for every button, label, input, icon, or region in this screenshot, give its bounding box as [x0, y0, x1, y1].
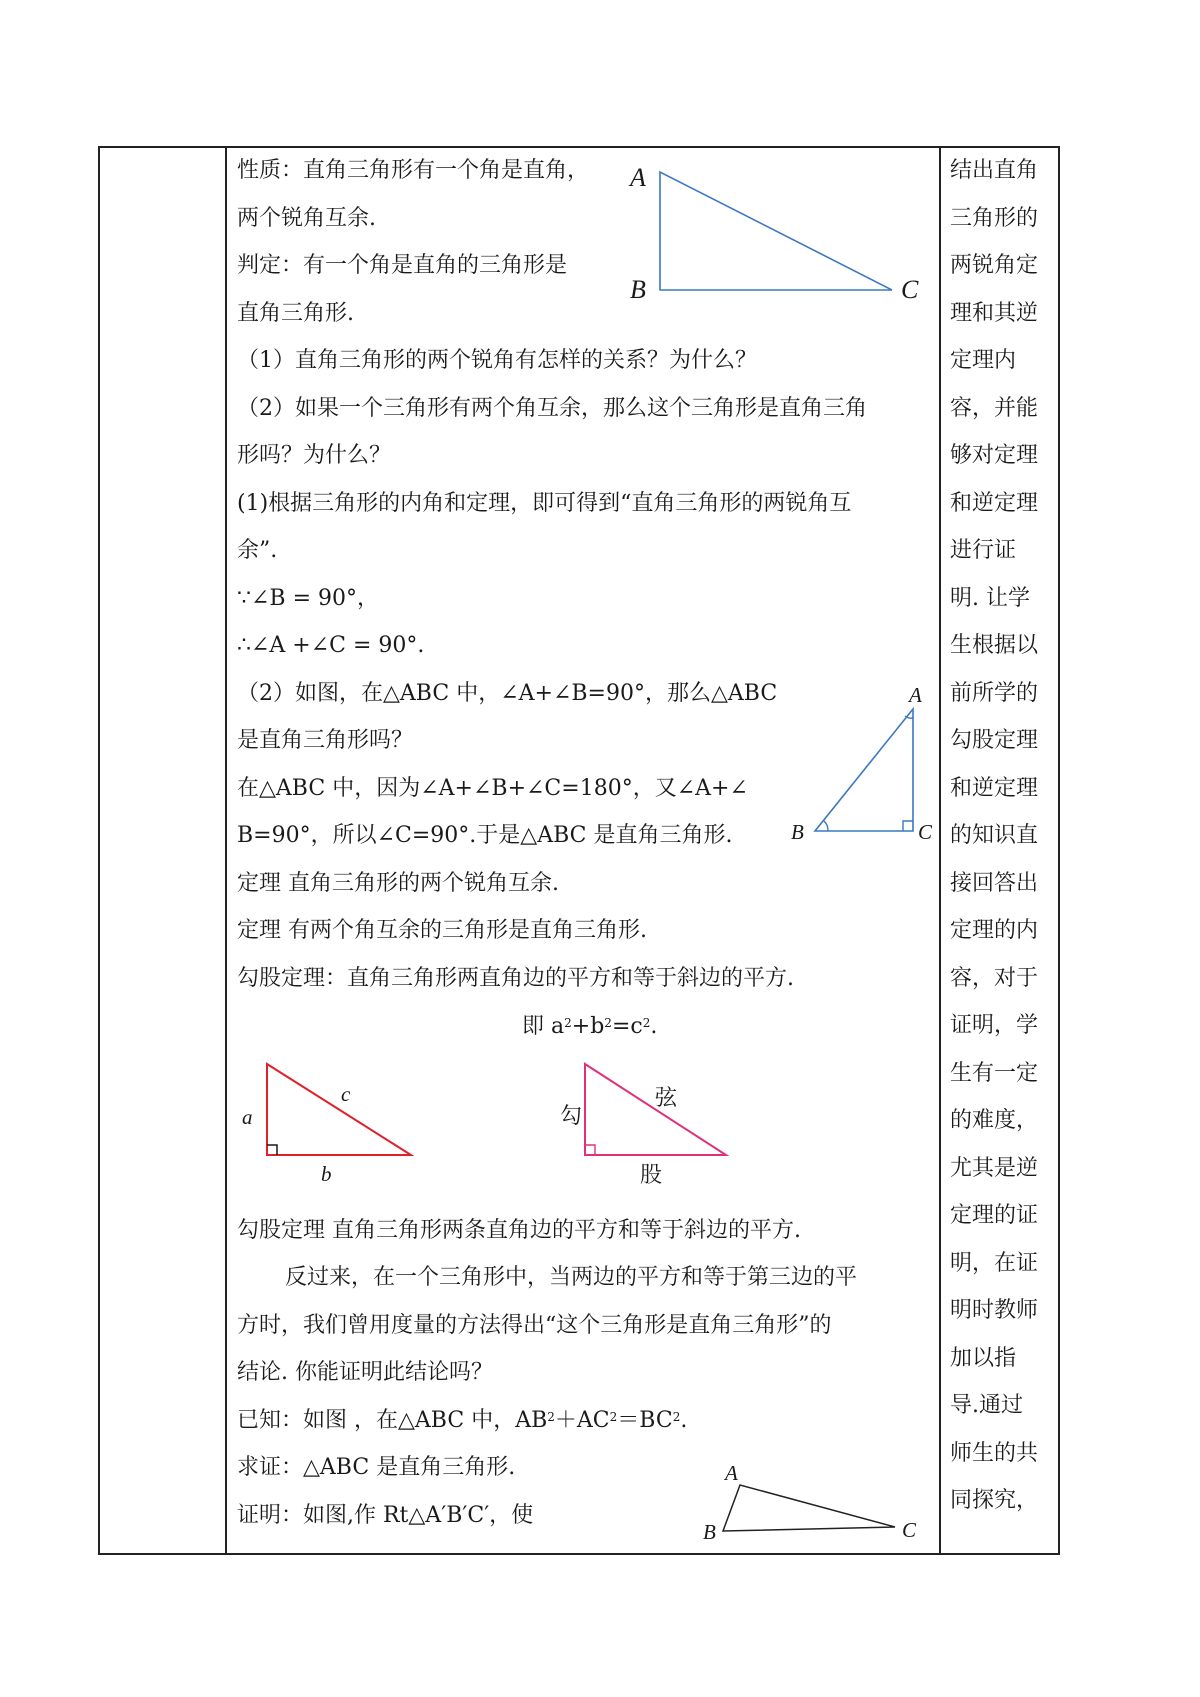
- text-line: 方时，我们曾用度量的方法得出“这个三角形是直角三角形”的: [237, 1313, 832, 1338]
- note-line: 勾股定理: [950, 728, 1039, 753]
- vertex-label-b: B: [791, 820, 804, 844]
- text-line: 两个锐角互余.: [237, 206, 376, 231]
- note-line: 师生的共: [950, 1441, 1039, 1466]
- note-line: 两锐角定: [950, 253, 1039, 278]
- prove-line: 求证：△ABC 是直角三角形.: [237, 1455, 516, 1480]
- note-line: 和逆定理: [950, 776, 1039, 801]
- note-line: 明. 让学: [950, 586, 1030, 611]
- vertex-label-c: C: [902, 1518, 917, 1542]
- note-line: 进行证: [950, 538, 1017, 563]
- note-line: 容，对于: [950, 966, 1039, 991]
- note-line: 和逆定理: [950, 491, 1039, 516]
- pythagorean-formula: 即 $a^2+b^2=c^2$.: [522, 1014, 658, 1039]
- vertex-label-a: A: [630, 163, 646, 192]
- side-label-gu: 股: [640, 1163, 663, 1188]
- note-line: 三角形的: [950, 206, 1039, 231]
- note-line: 的难度，: [950, 1108, 1039, 1133]
- note-line: 前所学的: [950, 681, 1039, 706]
- note-line: 尤其是逆: [950, 1156, 1039, 1181]
- theorem-line: 定理 有两个角互余的三角形是直角三角形.: [237, 918, 647, 943]
- side-label-c: c: [341, 1082, 351, 1106]
- note-line: 够对定理: [950, 443, 1039, 468]
- vertex-label-a: A: [725, 1461, 738, 1485]
- text-line: 形吗？为什么？: [237, 443, 392, 468]
- note-line: 生有一定: [950, 1061, 1039, 1086]
- note-line: 加以指: [950, 1346, 1017, 1371]
- note-line: 的知识直: [950, 823, 1039, 848]
- text-line: 直角三角形.: [237, 301, 354, 326]
- text-line: 结论. 你能证明此结论吗？: [237, 1360, 493, 1385]
- theorem-line: 勾股定理 直角三角形两条直角边的平方和等于斜边的平方.: [237, 1218, 801, 1243]
- side-label-b: b: [321, 1162, 332, 1186]
- note-line: 定理的内: [950, 918, 1039, 943]
- note-line: 明，在证: [950, 1251, 1039, 1276]
- vertex-label-c: C: [901, 275, 919, 304]
- proof-line: 证明：如图,作 Rt△A′B′C′，使: [237, 1503, 534, 1528]
- note-line: 导.通过: [950, 1393, 1023, 1418]
- theorem-line: 定理 直角三角形的两个锐角互余.: [237, 871, 559, 896]
- text-line: 是直角三角形吗？: [237, 728, 414, 753]
- side-label-a: a: [242, 1105, 253, 1129]
- text-line: (1)根据三角形的内角和定理，即可得到“直角三角形的两锐角互: [237, 491, 852, 516]
- side-label-xian: 弦: [655, 1086, 678, 1111]
- text-line: 性质：直角三角形有一个角是直角，: [237, 158, 590, 183]
- note-line: 证明，学: [950, 1013, 1039, 1038]
- note-line: 结出直角: [950, 158, 1039, 183]
- note-line: 理和其逆: [950, 301, 1039, 326]
- note-line: 定理内: [950, 348, 1017, 373]
- text-line: （2）如图，在△ABC 中，∠A+∠B=90°，那么△ABC: [237, 681, 778, 706]
- side-label-gou: 勾: [560, 1104, 583, 1129]
- note-line: 生根据以: [950, 633, 1039, 658]
- text-line: 在△ABC 中，因为∠A+∠B+∠C=180°，又∠A+∠: [237, 776, 748, 801]
- text-line: ∴∠A +∠C = 90°.: [237, 633, 425, 658]
- text-line: （1）直角三角形的两个锐角有怎样的关系？为什么？: [237, 348, 757, 373]
- given-line: 已知：如图 ，在△ABC 中，$AB^2+AC^2=BC^2$.: [237, 1408, 688, 1433]
- pythagorean-theorem-line: 勾股定理：直角三角形两直角边的平方和等于斜边的平方.: [237, 966, 794, 991]
- text-line: 余”.: [237, 538, 278, 563]
- text-line: 判定：有一个角是直角的三角形是: [237, 253, 568, 278]
- text-line: 反过来，在一个三角形中，当两边的平方和等于第三边的平: [285, 1265, 858, 1290]
- vertex-label-c: C: [918, 820, 933, 844]
- text-line: （2）如果一个三角形有两个角互余，那么这个三角形是直角三角: [237, 396, 867, 421]
- note-line: 同探究，: [950, 1488, 1039, 1513]
- note-line: 接回答出: [950, 871, 1039, 896]
- text-line: B=90°，所以∠C=90°.于是△ABC 是直角三角形.: [237, 823, 733, 848]
- text-line: ∵∠B = 90°，: [237, 586, 380, 611]
- note-line: 容，并能: [950, 396, 1039, 421]
- vertex-label-a: A: [909, 683, 922, 707]
- note-line: 定理的证: [950, 1203, 1039, 1228]
- vertex-label-b: B: [630, 275, 646, 304]
- note-line: 明时教师: [950, 1298, 1039, 1323]
- vertex-label-b: B: [703, 1520, 716, 1544]
